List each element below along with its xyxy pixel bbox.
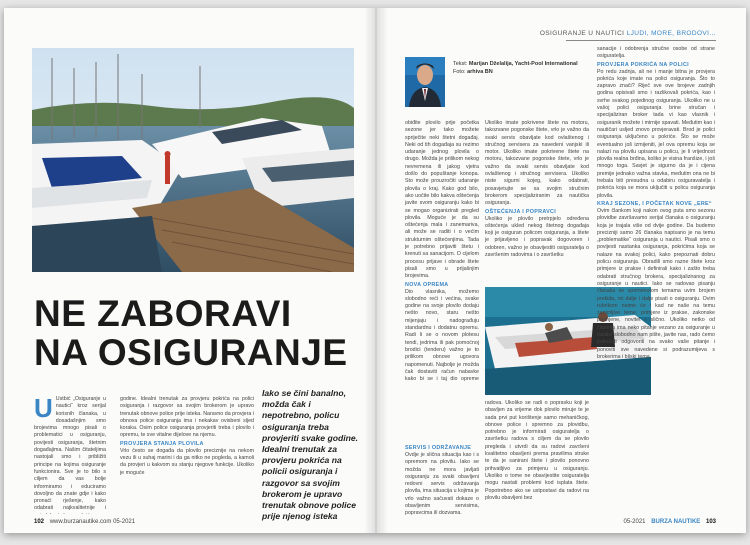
footer-right — [624, 519, 717, 525]
paragraph: Ovdje je slična situacija kao i s opremom na plovilu. Iako se možda ne mora javljati osiguranju za svaki obavljeni redovni servis održavanja plovila, ima situacija u kojima je vrlo važno sačuvati dokaze o obavljenim servisima, popravcima ili dozvama. — [405, 452, 479, 517]
issue: 05-2021 — [623, 519, 646, 525]
paragraph: obiđite plovilo prije početka sezone jer tako možete spriječite neki štetni događaj. Neki od tih događaja su rezimo udaranje jednog plovila o drugo. Možda je prilikom nekog nevremena ili jakog vjetra došlo do popuštanje konopa. Sto može prouzročiti udaranje plovila o kraj. Kako god bilo, ako uočite bilo kakva oštećenja javite svom osiguranju kako bi se mogao organizirati pregled plovila. Moguće je da su oštećenja mala i zanemariva, ali može se raditi i o većim strukturnim oštećenjima. Tada je potrebno prijaviti štetu i krenuti sa sanacijom. O cijelom procesu prijave i obrade štete pisali smo u prijašnjim brojevima. — [405, 120, 479, 280]
paragraph: Ovim člankom koji nakon ovog puta smo sezonu plovidbe završavamo serijal članaka o osiguranju koja je trajala više od dvije godine. Da budemo precizniji samo 26 članaka napisano je na temu „problematike“ osiguranja u nautici. Pisali smo o povijesti nastanka osiguranja, pokrićima koja se nalaze na svakoj polici, kako prepoznati dobru policu osiguranja. Obradili smo razne štete kroz primjere iz prakse i definirali kako i zašto treba odabrati stručnog brokera, specijaliziranog za osiguranje u nautici. Iako se radovao pisanju članaka se spomenutom temama uvim brojem prekida, mi dalje i dalje pisati o osiguranju. Ovim rubrikom naime će i kad ne naše na temu zanimljive teme, primjere iz prakse, zakonske promjene, novitet i slično. Ukoliko netko od čitatelja ima neko pitanje vezano za osiguranje u nautici slobodno nam pište, javite nas, rado ćemo pokušati odgovoriti na svako vaše pitanje i ponoviti sve navedene si podrazumijeva s brokerima i bliski tema. — [597, 207, 715, 360]
subheading-provjera-stanja: PROVJERA STANJA PLOVILA — [120, 440, 204, 447]
header-section: OSIGURANJE U NAUTICI — [539, 30, 625, 37]
pull-quote: Iako se čini banalno, možda čak i nepotrebno, policu osiguranja treba provjeriti svake godine. Idealni trenutak za provjeru pokrića na policii osiguranja i razgovor sa svojim brokerom je upravo trenutak obnove police prije njenog isteka — [262, 388, 358, 522]
text-column-2 — [120, 396, 254, 514]
credit-photo: arhiva BN — [467, 69, 493, 75]
text-column-1 — [34, 396, 106, 514]
right-page — [375, 8, 746, 533]
text-column-4b — [485, 400, 589, 516]
author-photo — [405, 57, 445, 107]
paragraph: Dio vlasnika, možemo slobodno reći i većina, svake godine na svoje plovilo dodaju nešto novo, staru nešto mijenjaju i nadograđuju standardnu i dodatnu opremu. Radi li se o novom plotesu tendi, jedrima ili pak pomoćnoj brodici (tenderu) važno je to prilikom obnove ugovora napomenuti. Najbolje je možda čak dostaviti račun nabavke kako bi se i taj dio opreme — [405, 288, 479, 382]
text-column-4 — [485, 120, 589, 280]
subheading-kraj-sezone: KRAJ SEZONE, I POČETAK NOVE „ERE“ — [597, 200, 712, 207]
subheading-ostecenja: OŠTEĆENJA I POPRAVCI — [485, 208, 556, 215]
drop-cap: U — [34, 396, 53, 423]
credit-label: Foto: — [453, 69, 466, 75]
subheading-pokrica: PROVJERA POKRIĆA NA POLICI — [597, 61, 689, 68]
footer-left — [34, 519, 135, 525]
brand-name: BURZA NAUTIKE — [651, 519, 701, 525]
text-column-3b — [405, 444, 479, 520]
header-rule — [566, 40, 716, 41]
paragraph: sanacije i odobrenja stručne osobe od strane osiguratelja. — [597, 46, 715, 60]
paragraph: Ukoliko imate pokrivene štete na motoru, takozvane pogonske štete, vrlo je važno da svaki servis obavljate kod ovlaštenog i stručnog servisera za navedeni vanjski ili motor. Ukoliko imate pokrivene štete na motoru, takozvane pogonske štete, vrlo je važno da svaki servis obavljate kod ovlaštenog i stručnog servisera. Ukoliko niste sigurni kojeg, kako odabrati, posavjetujte se sa svojim stručnim brokerom specijaliziranim za nautička osiguranja. — [485, 120, 589, 207]
website: www.burzanautike.com — [49, 519, 112, 525]
magazine-spread — [4, 8, 746, 533]
marina-photo — [32, 48, 354, 272]
page-number: 103 — [705, 519, 716, 525]
paragraph: Ukoliko je plovilo pretrpjelo određena oštećenja ukled nekog štetnog događaja koji je osiguran policom osiguranja, a štete je prijavljeno i popravak dogovoren i odobren, važno je obavijestiti osiguratelja o završenim radovima i o završetku — [485, 215, 589, 259]
left-page — [4, 8, 375, 533]
paragraph: radova. Ukoliko se radi o popravku koji je obavljen za vrijeme dok plovilo miruje te je sada prvi put korištenje samo mehaničkog, obnove police i spremno za plovidbu, potrebno je informirati osiguratelja o završetku radova s ciljem da se plovilo pregleda i utvrdi da su radovi završeni kvalitetno obavljeni prema pravilima struke te da je sanirani štete i plovilo ponovno prihvatljivo za primjenu u osiguranju. Ukoliko o tome ne obavijestite osiguratelja mogu nastati problemi kod isplata štete. Popotrebno ako se ustpostavi da radovi na plovilu obavljeni bez — [485, 400, 589, 501]
headline-line-2: NA OSIGURANJE — [34, 332, 348, 373]
text-column-3 — [405, 120, 479, 382]
credit-label: Tekst: — [453, 61, 468, 67]
issue: 05-2021 — [113, 519, 136, 525]
article-headline — [34, 294, 364, 372]
headline-line-1: NE ZABORAVI — [34, 293, 292, 334]
article-credits — [453, 60, 578, 76]
paragraph: godine. Idealni trenutak za provjeru pokrića na polici osiguranja i razgovor sa svojim brokerom je upravo trenutak obnove police prije isteka. Naravno da provjera i obnova police osiguranja ima i nekakav ovisbeni sljed koraka. Osim police osiguranja provjeriti treba i plovilo i opremu, te sve vitalne dijelove na njemu. — [120, 396, 254, 439]
paragraph: Vrlo često se događa da plovilo preciznije na nekom vezu ili u suhaj marini i da ga nitko ne pogleda, a kamoli da provjeri u kakvom su stanju njegove funkcije. Ukoliko je moguće — [120, 447, 254, 476]
header-highlight: LJUDI, MORE, BRODOVI... — [626, 30, 716, 37]
subheading-servis: SERVIS I ODRŽAVANJE — [405, 445, 472, 451]
subheading-nova-oprema: NOVA OPREMA — [405, 281, 449, 288]
text-column-5 — [597, 46, 715, 516]
paragraph: Ustbić „Osiguranje u nautici“ kroz serijal korisnih članaka, u dosadašnjim smo brojevima mnogo pisali o problematici u osiguranju, povijesti osiguranja, štetnim događajima. Našim čitateljima nastojali smo i približiti principe na kojima osiguranje funkcionira. Sve je to bilo s ciljem da vas bolje informiramo i educiramo dovoljno da znate gdje i kako pronaći rješenje, kako odabrati najkvalitetnije i — [34, 396, 106, 512]
running-header — [540, 30, 716, 37]
page-number: 102 — [34, 519, 45, 525]
credit-author: Marijan Dželalija, Yacht-Pool International — [468, 61, 578, 67]
paragraph: Po redu zadnja, ali ne i manje bitna je provjera pokrića koje imate na polici osiguranja. Što to zapravo znači? Riječ sve ove brojeve zadnjih godina opisivali smo i razlikovali pokrića, kao i svrhe svakog pojedinog osiguranja. Ukoliko ne u vašoj polici osiguranja brine stručan i specijaliziran broker tada vi kao vlasnik i osiguranik možete i mirnije spavati. Međutim kao i nautičari usljed znovo provjeravati. Brod je polici osiguranja uključeno u pokriće. Što se može eventualno još izmijeniti, jel ova opremu koja se nalazi na plovilu upisana u policu, je li vrijednost plovila realna brđina, koliko je visina franšize, i još mnogo toga. Savjet je sigurno da je i cijena premije jednako važna stavka, međutim ona ne bi trebala biti presudna u odabiru osiguravatelja i pokrića koja se mora uključiti u policu osiguranja plovila. — [597, 68, 715, 199]
